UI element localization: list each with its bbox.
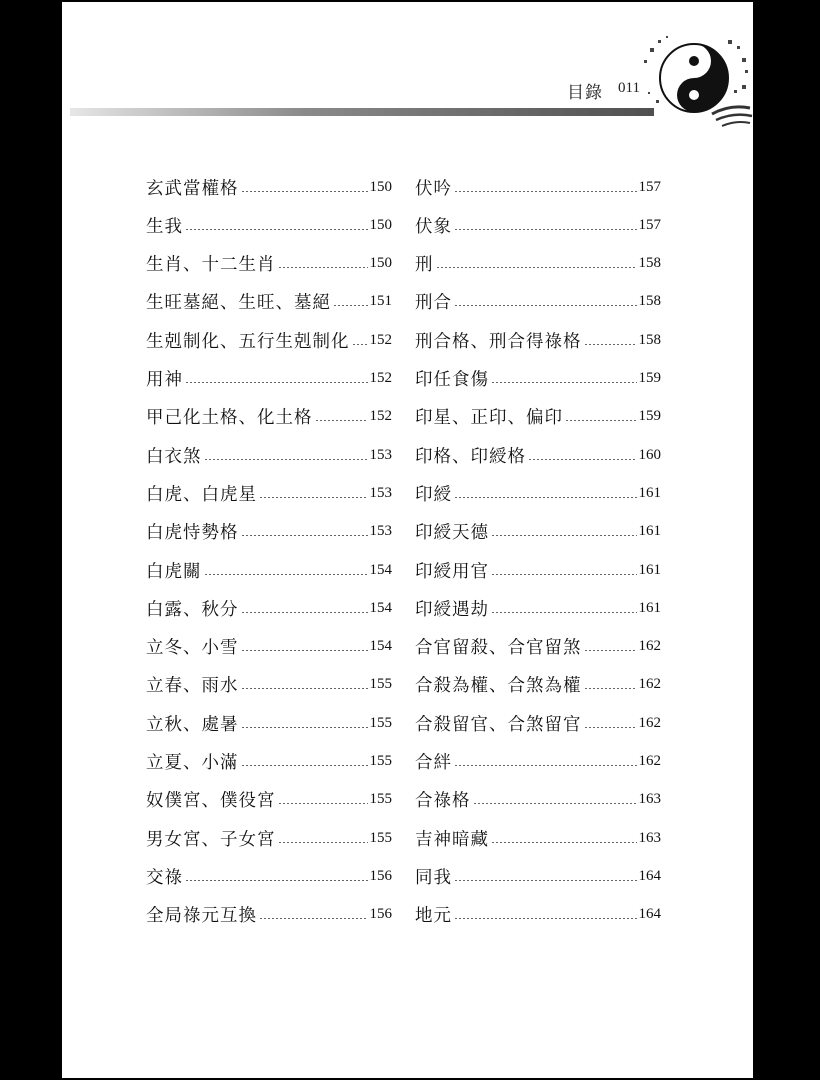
toc-entry-page: 163 — [638, 791, 661, 808]
dot-leader — [241, 535, 368, 536]
running-header-page-number: 011 — [618, 80, 640, 96]
dot-leader — [241, 191, 368, 192]
toc-entry — [146, 632, 392, 662]
toc-entry-page: 154 — [369, 599, 392, 616]
toc-entry — [146, 785, 392, 815]
toc-entry-title: 刑合 — [415, 293, 452, 314]
toc-entry-page: 150 — [369, 216, 392, 233]
dot-leader — [454, 191, 637, 192]
toc-entry — [415, 478, 661, 508]
toc-entry-title: 生我 — [146, 216, 183, 237]
dot-leader — [259, 918, 368, 919]
toc-entry — [415, 785, 661, 815]
yin-yang-icon — [642, 30, 753, 130]
toc-entry-title: 交祿 — [146, 867, 183, 888]
toc-entry-title: 白虎恃勢格 — [146, 523, 239, 544]
toc-entry — [146, 517, 392, 547]
toc-entry-page: 150 — [369, 255, 392, 272]
dot-leader — [584, 727, 637, 728]
toc-entry-title: 印綬天德 — [415, 523, 489, 544]
toc-entry — [415, 555, 661, 585]
dot-leader — [352, 344, 368, 345]
toc-entry-title: 立冬、小雪 — [146, 638, 239, 659]
dot-leader — [491, 535, 637, 536]
toc-entry-page: 158 — [638, 331, 661, 348]
toc-entry-page: 152 — [369, 370, 392, 386]
dot-leader — [454, 918, 637, 919]
toc-entry-page: 162 — [638, 753, 661, 769]
toc-entry — [146, 210, 392, 240]
toc-entry — [146, 440, 392, 470]
toc-entry — [415, 670, 661, 700]
dot-leader — [454, 765, 637, 766]
dot-leader — [454, 229, 637, 230]
toc-entry-page: 156 — [369, 867, 392, 884]
toc-entry-page: 157 — [638, 216, 661, 233]
toc-entry — [415, 632, 661, 662]
toc-entry-title: 印任食傷 — [415, 370, 489, 390]
toc-entry-title: 合殺留官、合煞留官 — [415, 714, 582, 735]
dot-leader — [491, 382, 637, 383]
book-page — [62, 2, 753, 1078]
toc-entry — [146, 402, 392, 432]
dot-leader — [454, 305, 637, 306]
toc-entry-page: 153 — [369, 446, 392, 463]
toc-entry — [415, 364, 661, 394]
dot-leader — [584, 650, 637, 651]
toc-entry-title: 合殺為權、合煞為權 — [415, 676, 582, 697]
toc-entry-title: 白虎、白虎星 — [146, 484, 257, 505]
toc-entry-title: 奴僕宮、僕役宮 — [146, 791, 276, 812]
toc-entry — [415, 172, 661, 202]
toc-entry-title: 生肖、十二生肖 — [146, 255, 276, 276]
toc-entry-page: 153 — [369, 484, 392, 501]
dot-leader — [333, 305, 368, 306]
toc-entry-title: 白衣煞 — [146, 446, 202, 467]
toc-entry-title: 玄武當權格 — [146, 178, 239, 199]
toc-entry — [146, 325, 392, 355]
dot-leader — [528, 459, 637, 460]
toc-entry-page: 161 — [638, 599, 661, 616]
toc-entry — [415, 402, 661, 432]
toc-entry-page: 162 — [638, 714, 661, 731]
toc-entry — [146, 287, 392, 317]
toc-entry — [415, 249, 661, 279]
toc-entry — [146, 555, 392, 585]
dot-leader — [584, 688, 637, 689]
toc-entry — [415, 861, 661, 891]
toc-entry-page: 156 — [369, 906, 392, 923]
toc-entry-title: 合絆 — [415, 753, 452, 773]
toc-entry-title: 刑合格、刑合得祿格 — [415, 331, 582, 352]
toc-entry-page: 162 — [638, 676, 661, 693]
dot-leader — [259, 497, 368, 498]
toc-entry-page: 155 — [369, 829, 392, 846]
toc-entry — [415, 900, 661, 930]
toc-entry-title: 用神 — [146, 370, 183, 390]
dot-leader — [491, 612, 637, 613]
toc-entry-title: 立春、雨水 — [146, 676, 239, 697]
toc-entry-page: 150 — [369, 178, 392, 195]
dot-leader — [278, 842, 368, 843]
toc-entry-title: 刑 — [415, 255, 434, 276]
dot-leader — [204, 459, 368, 460]
toc-entry-page: 163 — [638, 829, 661, 846]
toc-entry-page: 164 — [638, 867, 661, 884]
toc-entry — [146, 823, 392, 853]
dot-leader — [454, 880, 637, 881]
toc-entry-title: 甲己化土格、化土格 — [146, 408, 313, 429]
toc-entry-page: 157 — [638, 178, 661, 195]
toc-entry-title: 生剋制化、五行生剋制化 — [146, 331, 350, 352]
toc-entry-page: 164 — [638, 906, 661, 923]
toc-entry-page: 153 — [369, 523, 392, 540]
toc-entry-title: 伏象 — [415, 216, 452, 237]
running-header-title: 目錄 — [567, 83, 603, 103]
dot-leader — [278, 267, 368, 268]
toc-entry — [146, 364, 392, 394]
dot-leader — [584, 344, 637, 345]
toc-entry — [146, 708, 392, 738]
toc-entry-title: 印綬遇劫 — [415, 599, 489, 620]
toc-entry — [146, 172, 392, 202]
toc-entry-page: 158 — [638, 293, 661, 310]
toc-entry-title: 印格、印綬格 — [415, 446, 526, 467]
dot-leader — [491, 574, 637, 575]
dot-leader — [241, 612, 368, 613]
toc-entry-page: 161 — [638, 561, 661, 578]
toc-entry-title: 印星、正印、偏印 — [415, 408, 563, 429]
dot-leader — [315, 420, 368, 421]
dot-leader — [473, 803, 637, 804]
toc-entry-title: 地元 — [415, 906, 452, 927]
toc-entry — [146, 249, 392, 279]
toc-entry-title: 合祿格 — [415, 791, 471, 812]
toc-entry — [415, 210, 661, 240]
toc-entry — [146, 861, 392, 891]
header-rule — [70, 108, 654, 116]
toc-entry-page: 154 — [369, 561, 392, 578]
toc-entry — [415, 325, 661, 355]
dot-leader — [241, 727, 368, 728]
toc-entry-title: 印綬用官 — [415, 561, 489, 582]
toc-entry — [415, 517, 661, 547]
toc-entry — [146, 747, 392, 777]
toc-entry-title: 男女宮、子女宮 — [146, 829, 276, 850]
toc-entry-page: 159 — [638, 370, 661, 386]
dot-leader — [436, 267, 637, 268]
toc-entry — [415, 440, 661, 470]
toc-entry-page: 159 — [638, 408, 661, 425]
toc-entry-page: 162 — [638, 638, 661, 655]
toc-entry — [146, 593, 392, 623]
toc-entry-title: 白露、秋分 — [146, 599, 239, 620]
dot-leader — [278, 803, 368, 804]
toc-entry-page: 161 — [638, 484, 661, 501]
toc-entry-title: 同我 — [415, 867, 452, 888]
toc-entry — [146, 900, 392, 930]
toc-entry-title: 合官留殺、合官留煞 — [415, 638, 582, 659]
dot-leader — [241, 765, 368, 766]
dot-leader — [454, 497, 637, 498]
dot-leader — [185, 880, 368, 881]
toc-entry-title: 吉神暗藏 — [415, 829, 489, 850]
toc-entry-title: 白虎關 — [146, 561, 202, 582]
toc-entry-page: 161 — [638, 523, 661, 540]
toc-entry — [415, 747, 661, 777]
toc-entry-page: 155 — [369, 753, 392, 769]
toc-entry-title: 生旺墓絕、生旺、墓絕 — [146, 293, 331, 314]
toc-entry-title: 立秋、處暑 — [146, 714, 239, 735]
toc-entry-title: 印綬 — [415, 484, 452, 505]
toc-entry — [415, 708, 661, 738]
dot-leader — [491, 842, 637, 843]
dot-leader — [241, 650, 368, 651]
toc-entry-page: 158 — [638, 255, 661, 272]
dot-leader — [185, 382, 368, 383]
toc-entry-page: 155 — [369, 676, 392, 693]
toc-entry-title: 全局祿元互換 — [146, 906, 257, 927]
dot-leader — [185, 229, 368, 230]
dot-leader — [241, 688, 368, 689]
dot-leader — [565, 420, 637, 421]
toc-entry-page: 151 — [369, 293, 392, 310]
toc-entry — [415, 593, 661, 623]
toc-entry-page: 160 — [638, 446, 661, 463]
toc-entry-page: 154 — [369, 638, 392, 655]
toc-entry-page: 152 — [369, 408, 392, 425]
toc-entry — [415, 287, 661, 317]
toc-entry-title: 伏吟 — [415, 178, 452, 199]
toc-entry — [146, 670, 392, 700]
toc-entry — [146, 478, 392, 508]
toc-entry-page: 152 — [369, 331, 392, 348]
toc-entry-title: 立夏、小滿 — [146, 753, 239, 773]
toc-entry-page: 155 — [369, 714, 392, 731]
toc-entry-page: 155 — [369, 791, 392, 808]
toc-entry — [415, 823, 661, 853]
dot-leader — [204, 574, 368, 575]
